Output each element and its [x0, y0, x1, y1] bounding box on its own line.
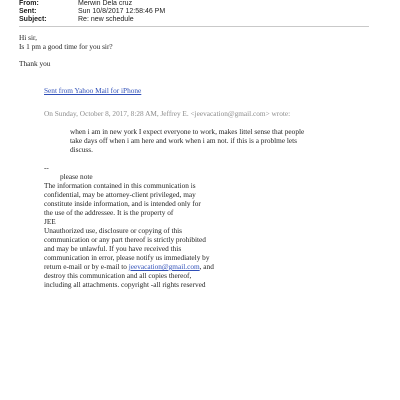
- reply-thanks: Thank you: [19, 59, 51, 68]
- email-suffix: , and: [199, 262, 214, 271]
- jeevacation-email-link[interactable]: jeevacation@gmail.com: [128, 262, 200, 271]
- sent-from-yahoo-link[interactable]: Sent from Yahoo Mail for iPhone: [44, 86, 142, 95]
- please-note: please note: [60, 172, 93, 181]
- disclaimer-line: The information contained in this communication is: [44, 181, 196, 190]
- disclaimer-email-line: [44, 262, 214, 271]
- from-value: Merwin Dela cruz: [78, 0, 133, 7]
- reply-greeting: Hi sir,: [19, 33, 37, 42]
- email-prefix: return e-mail or by e-mail to: [44, 262, 129, 271]
- quoted-line-2: take days off when i am here and work when i am not. if this is a problme lets: [70, 136, 298, 145]
- signature-dashes: --: [44, 163, 49, 172]
- sent-value: Sun 10/8/2017 12:58:46 PM: [78, 8, 166, 15]
- disclaimer-line: and may be unlawful. If you have received this: [44, 244, 182, 253]
- sent-label: Sent:: [19, 8, 37, 15]
- quoted-line-3: discuss.: [70, 145, 93, 154]
- from-label: From:: [19, 0, 39, 7]
- disclaimer-line: constitute inside information, and is intended only for: [44, 199, 201, 208]
- disclaimer-line: confidential, may be attorney-client privileged, may: [44, 190, 196, 199]
- quoted-attribution: On Sunday, October 8, 2017, 8:28 AM, Jeffrey E. <jeevacation@gmail.com> wrote:: [44, 109, 291, 118]
- disclaimer-line: JEE: [44, 217, 56, 226]
- reply-question: Is 1 pm a good time for you sir?: [19, 42, 113, 51]
- disclaimer-line: communication or any part thereof is strictly prohibited: [44, 235, 206, 244]
- subject-value: Re: new schedule: [78, 16, 134, 23]
- disclaimer-line: destroy this communication and all copies thereof,: [44, 271, 192, 280]
- disclaimer-line: the use of the addressee. It is the property of: [44, 208, 174, 217]
- disclaimer-line: communication in error, please notify us immediately by: [44, 253, 210, 262]
- disclaimer-last-line: including all attachments. copyright -all rights reserved: [44, 280, 206, 289]
- quoted-line-1: when i am in new york I expect everyone to work, makes littel sense that people: [70, 127, 305, 136]
- subject-label: Subject:: [19, 16, 47, 23]
- header-divider: [19, 26, 369, 27]
- disclaimer-line: Unauthorized use, disclosure or copying of this: [44, 226, 183, 235]
